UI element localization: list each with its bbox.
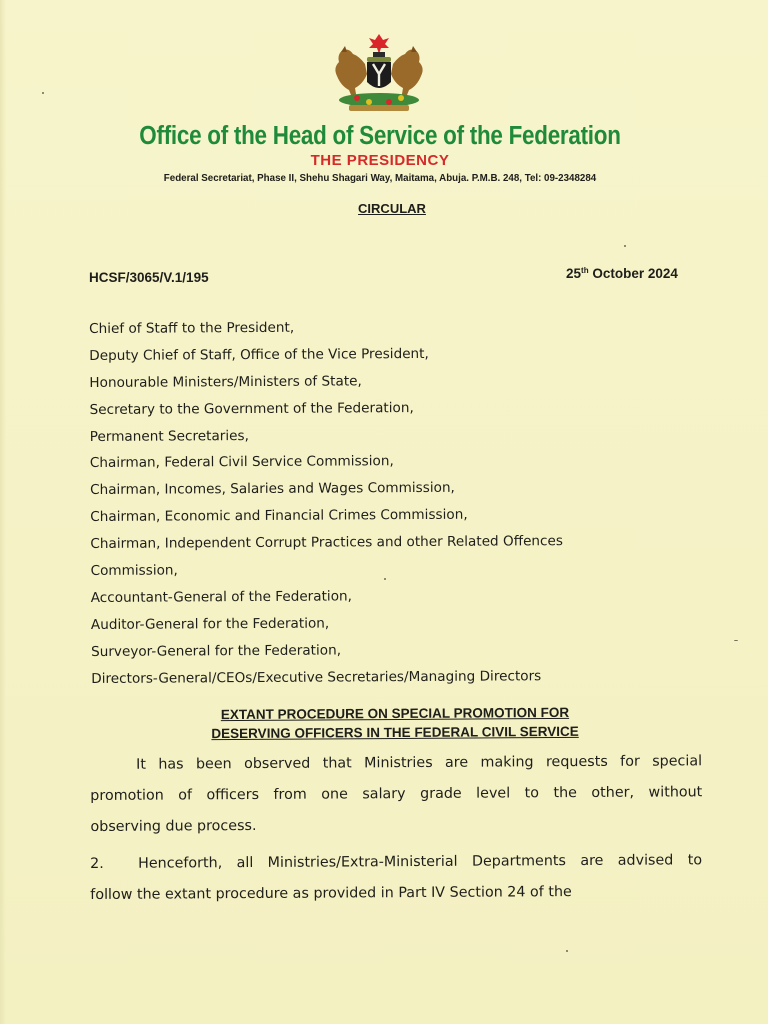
recipient-item: Auditor-General for the Federation, (90, 615, 330, 633)
paper-speck (734, 640, 738, 641)
office-title: Office of the Head of Service of the Federation (139, 122, 621, 150)
recipient-item: Permanent Secretaries, (89, 427, 249, 445)
recipient-item: Chairman, Incomes, Salaries and Wages Commission, (90, 480, 455, 499)
recipient-item: Chairman, Economic and Financial Crimes Commission, (90, 506, 468, 526)
reference-number: HCSF/3065/V.1/195 (89, 270, 209, 285)
paragraph-number: 2. (90, 855, 104, 872)
paragraph-2-line-2: follow the extant procedure as provided in Part IV Section 24 of the (90, 884, 572, 903)
paragraph-1-line-1-text: It has been observed that Ministries are making requests for special (136, 753, 703, 773)
date-month-year: October 2024 (592, 266, 678, 281)
recipient-item: Deputy Chief of Staff, Office of the Vice President, (89, 345, 429, 364)
circular-date (566, 266, 678, 281)
recipient-item: Chairman, Federal Civil Service Commission, (89, 453, 394, 472)
date-day: 25 (566, 266, 582, 281)
presidency-subtitle: THE PRESIDENCY (310, 152, 450, 169)
document-type-heading: CIRCULAR (358, 201, 426, 216)
recipient-item: Chief of Staff to the President, (89, 319, 295, 337)
date-suffix: th (581, 266, 589, 275)
paragraph-1-line-1 (90, 746, 702, 781)
recipient-item: Chairman, Independent Corrupt Practices and other Related Offences (90, 533, 563, 553)
paragraph-1-line-3: observing due process. (90, 817, 257, 835)
nigeria-coat-of-arms-icon (323, 30, 435, 114)
paragraph-2-line-1-text: Henceforth, all Ministries/Extra-Ministerial Departments are advised to (138, 852, 703, 872)
subject-line-1: EXTANT PROCEDURE ON SPECIAL PROMOTION FOR (220, 704, 570, 723)
paragraph-1 (90, 746, 703, 843)
paragraph-2 (90, 845, 702, 911)
paper-speck (42, 92, 44, 94)
paper-speck (624, 245, 626, 247)
recipient-item: Secretary to the Government of the Federation, (89, 399, 414, 418)
office-address: Federal Secretariat, Phase II, Shehu Shagari Way, Maitama, Abuja. P.M.B. 248, Tel: 09-2348284 (163, 172, 597, 184)
recipient-list (89, 313, 651, 693)
paper-speck (566, 950, 568, 952)
paper-speck (384, 578, 386, 580)
recipient-item: Surveyor-General for the Federation, (91, 642, 342, 660)
paragraph-2-line-1 (90, 845, 702, 880)
recipient-item: Directors-General/CEOs/Executive Secretaries/Managing Directors (91, 667, 542, 687)
recipient-item: Commission, (90, 562, 178, 580)
paragraph-1-line-2: promotion of officers from one salary grade level to the other, without (90, 784, 703, 804)
subject-line-2: DESERVING OFFICERS IN THE FEDERAL CIVIL SERVICE (211, 723, 579, 742)
recipient-item: Honourable Ministers/Ministers of State, (89, 373, 362, 391)
subject-heading (0, 702, 768, 745)
recipient-item: Accountant-General of the Federation, (90, 588, 353, 606)
